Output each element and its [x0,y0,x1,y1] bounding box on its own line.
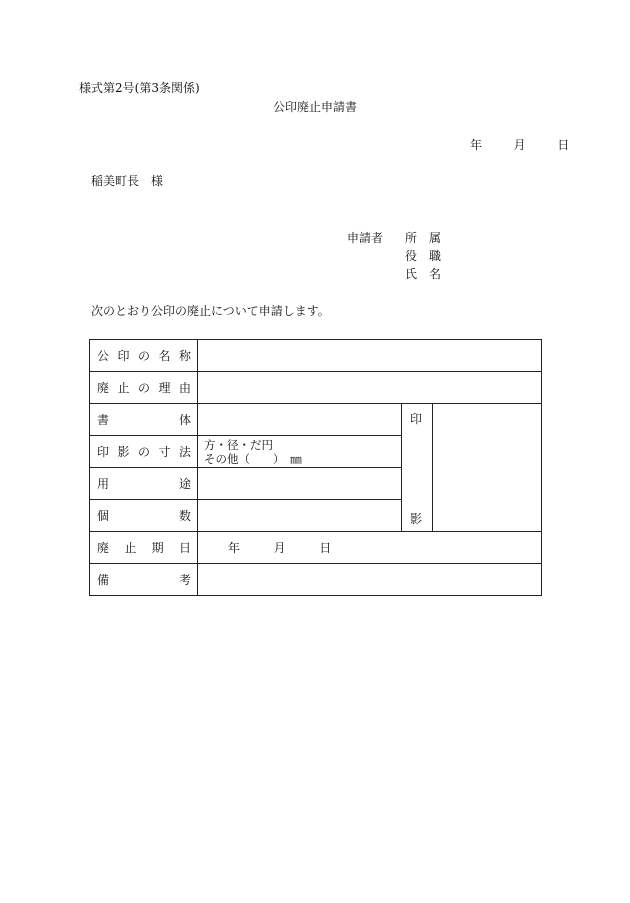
abolish-year: 年 [228,541,241,555]
remarks-label: 備 考 [90,564,198,596]
seal-name-field[interactable] [198,340,542,372]
reason-label: 廃 止 の 理 由 [90,372,198,404]
dimensions-shape-options: 方・径・だ円 [204,437,273,452]
table-row [90,404,542,436]
usage-field[interactable] [198,468,402,500]
document-title: 公印廃止申請書 [272,100,357,114]
reason-field[interactable] [198,372,542,404]
application-table [89,339,542,596]
abolish-day: 日 [319,541,332,555]
seal-impression-box[interactable] [433,404,542,532]
dimensions-field[interactable] [198,436,402,468]
applicant-affiliation: 所 属 [405,231,442,245]
form-number: 様式第2号(第3条関係) [79,81,200,95]
typeface-label: 書 体 [90,404,198,436]
dimensions-other: その他（ ） ㎜ [204,451,302,466]
applicant-name: 氏 名 [405,267,442,281]
usage-label: 用 途 [90,468,198,500]
applicant-position: 役 職 [405,249,442,263]
abolish-date-field[interactable] [198,532,542,564]
date-day: 日 [557,138,570,152]
intro-text: 次のとおり公印の廃止について申請します。 [91,304,330,318]
date-month: 月 [513,138,526,152]
abolish-month: 月 [273,541,286,555]
date-year: 年 [470,138,483,152]
remarks-field[interactable] [198,564,542,596]
table-row [90,340,542,372]
table-row [90,564,542,596]
date-line [470,139,569,151]
applicant-label: 申請者 [347,231,384,245]
typeface-field[interactable] [198,404,402,436]
table-row [90,372,542,404]
count-field[interactable] [198,500,402,532]
seal-name-label: 公 印 の 名 称 [90,340,198,372]
addressee: 稲美町長 様 [91,174,164,188]
table-row [90,532,542,564]
seal-impression-label: 印 影 [402,404,433,532]
dimensions-label: 印 影 の 寸 法 [90,436,198,468]
abolish-date-label: 廃 止 期 日 [90,532,198,564]
count-label: 個 数 [90,500,198,532]
